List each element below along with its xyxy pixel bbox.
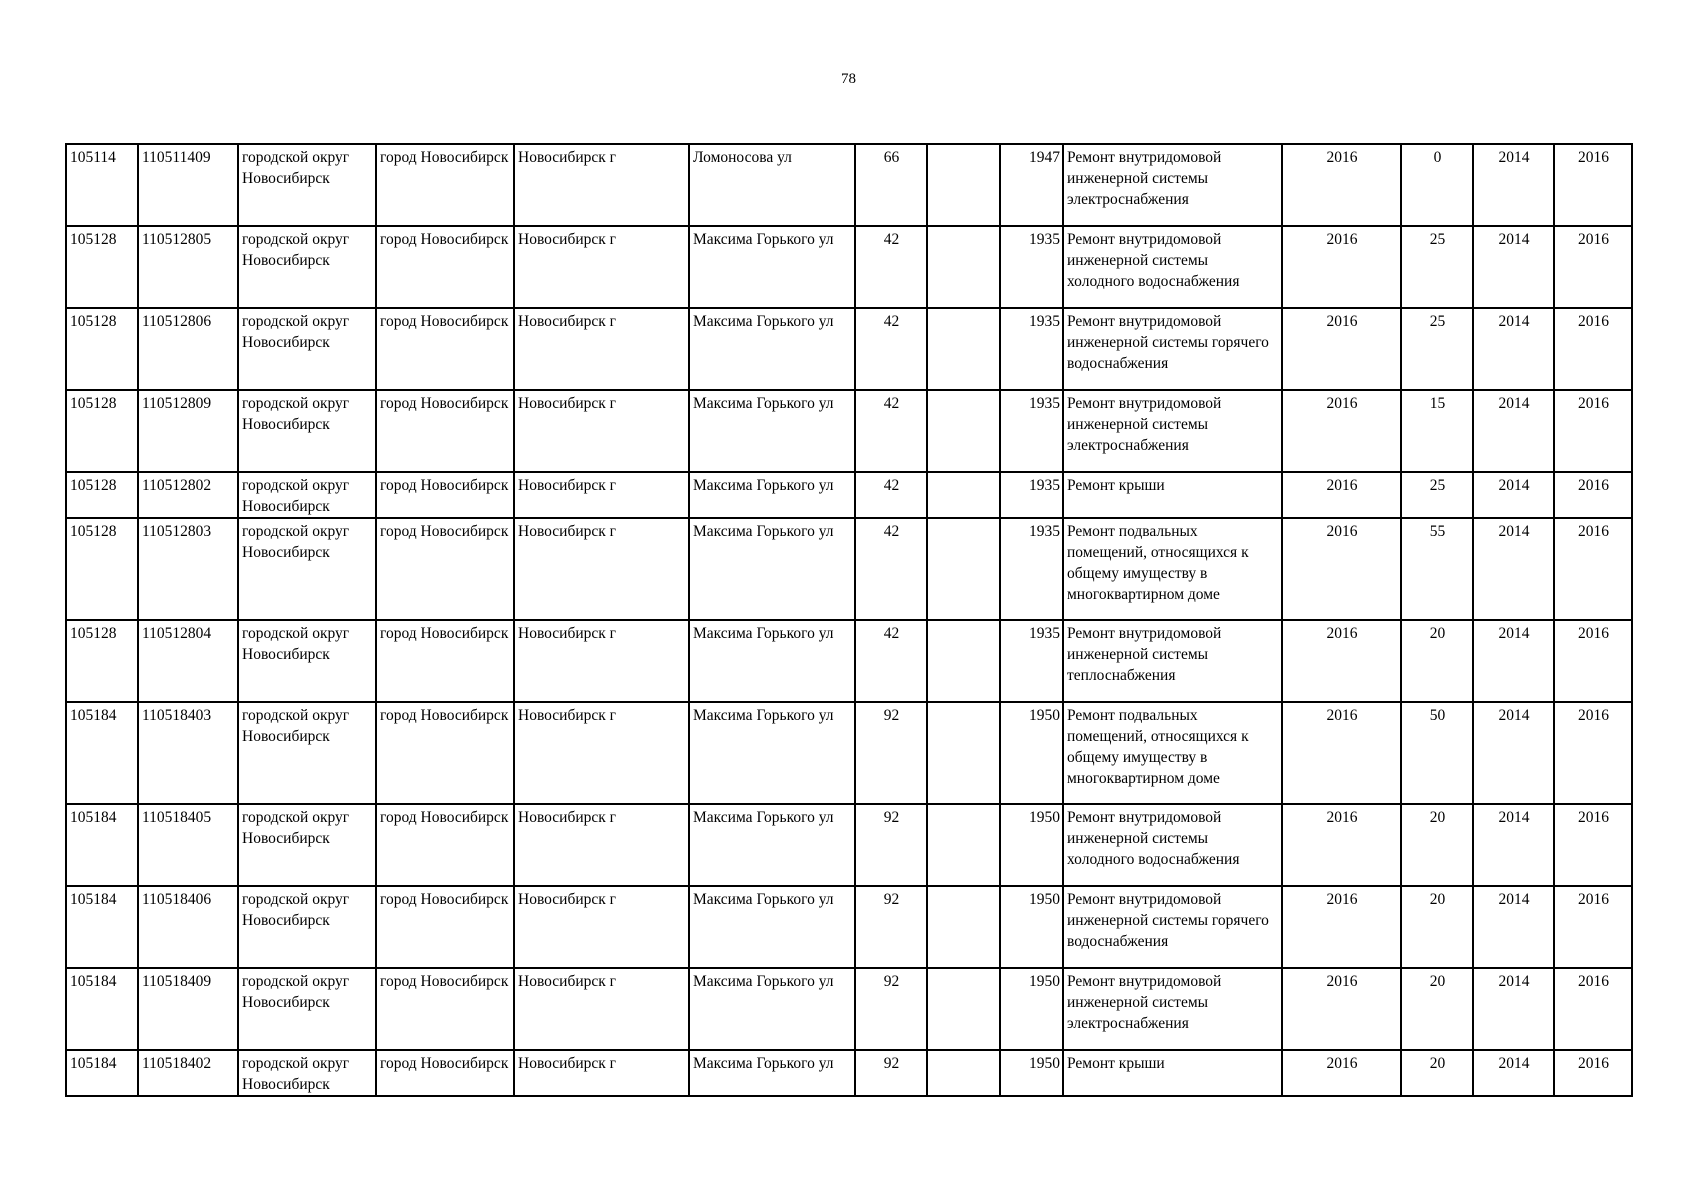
cell-district: городской округ Новосибирск [238,886,376,968]
cell-year-to: 2016 [1554,968,1632,1050]
cell-locality: Новосибирск г [514,620,689,702]
cell-extra [927,620,1000,702]
page-number: 78 [841,71,856,87]
cell-house: 42 [855,390,927,472]
cell-settlement: город Новосибирск [376,472,514,518]
cell-street: Максима Горького ул [689,702,855,804]
cell-year-from: 2014 [1473,518,1554,620]
cell-id: 105184 [66,1050,138,1096]
cell-plan-year: 2016 [1282,226,1401,308]
cell-year-from: 2014 [1473,390,1554,472]
cell-work: Ремонт внутридомовой инженерной системы электроснабжения [1063,390,1282,472]
cell-extra [927,804,1000,886]
cell-percent: 25 [1401,226,1473,308]
cell-year-to: 2016 [1554,886,1632,968]
cell-year-built: 1950 [1000,886,1063,968]
cell-year-from: 2014 [1473,1050,1554,1096]
table-row [66,968,1632,1050]
cell-plan-year: 2016 [1282,518,1401,620]
cell-street: Максима Горького ул [689,1050,855,1096]
cell-year-from: 2014 [1473,620,1554,702]
cell-year-to: 2016 [1554,518,1632,620]
cell-year-built: 1935 [1000,308,1063,390]
cell-percent: 50 [1401,702,1473,804]
cell-year-to: 2016 [1554,472,1632,518]
cell-id: 105128 [66,518,138,620]
cell-district: городской округ Новосибирск [238,518,376,620]
cell-district: городской округ Новосибирск [238,804,376,886]
cell-year-from: 2014 [1473,226,1554,308]
cell-locality: Новосибирск г [514,1050,689,1096]
cell-code: 110518406 [138,886,238,968]
cell-settlement: город Новосибирск [376,620,514,702]
table-row [66,308,1632,390]
cell-code: 110512805 [138,226,238,308]
cell-year-to: 2016 [1554,804,1632,886]
cell-year-built: 1950 [1000,804,1063,886]
cell-street: Максима Горького ул [689,308,855,390]
cell-extra [927,226,1000,308]
cell-percent: 20 [1401,620,1473,702]
cell-year-from: 2014 [1473,144,1554,226]
cell-house: 92 [855,968,927,1050]
cell-street: Максима Горького ул [689,518,855,620]
cell-house: 42 [855,308,927,390]
cell-street: Максима Горького ул [689,804,855,886]
table-row [66,1050,1632,1096]
cell-district: городской округ Новосибирск [238,144,376,226]
cell-extra [927,968,1000,1050]
cell-year-from: 2014 [1473,702,1554,804]
table-row [66,886,1632,968]
cell-extra [927,518,1000,620]
cell-plan-year: 2016 [1282,144,1401,226]
table-row [66,702,1632,804]
cell-work: Ремонт внутридомовой инженерной системы электроснабжения [1063,144,1282,226]
cell-id: 105184 [66,886,138,968]
cell-house: 42 [855,620,927,702]
cell-work: Ремонт подвальных помещений, относящихся к общему имуществу в многоквартирном доме [1063,518,1282,620]
cell-year-built: 1935 [1000,472,1063,518]
cell-year-built: 1947 [1000,144,1063,226]
cell-percent: 20 [1401,1050,1473,1096]
cell-house: 92 [855,702,927,804]
cell-street: Максима Горького ул [689,620,855,702]
cell-settlement: город Новосибирск [376,308,514,390]
table-row [66,518,1632,620]
cell-percent: 20 [1401,804,1473,886]
table-body [66,144,1632,1096]
cell-locality: Новосибирск г [514,804,689,886]
cell-plan-year: 2016 [1282,702,1401,804]
cell-street: Ломоносова ул [689,144,855,226]
cell-settlement: город Новосибирск [376,144,514,226]
table-row [66,226,1632,308]
cell-year-from: 2014 [1473,886,1554,968]
cell-extra [927,144,1000,226]
cell-code: 110512802 [138,472,238,518]
cell-plan-year: 2016 [1282,886,1401,968]
cell-code: 110511409 [138,144,238,226]
cell-house: 92 [855,804,927,886]
table-row [66,144,1632,226]
cell-code: 110518409 [138,968,238,1050]
cell-year-to: 2016 [1554,390,1632,472]
cell-code: 110512803 [138,518,238,620]
cell-year-to: 2016 [1554,308,1632,390]
cell-percent: 20 [1401,886,1473,968]
cell-work: Ремонт внутридомовой инженерной системы холодного водоснабжения [1063,804,1282,886]
cell-work: Ремонт крыши [1063,1050,1282,1096]
cell-id: 105128 [66,472,138,518]
cell-plan-year: 2016 [1282,1050,1401,1096]
cell-year-to: 2016 [1554,226,1632,308]
cell-year-to: 2016 [1554,702,1632,804]
cell-locality: Новосибирск г [514,968,689,1050]
cell-extra [927,390,1000,472]
cell-district: городской округ Новосибирск [238,472,376,518]
cell-code: 110512806 [138,308,238,390]
cell-id: 105128 [66,226,138,308]
cell-district: городской округ Новосибирск [238,620,376,702]
cell-plan-year: 2016 [1282,804,1401,886]
cell-plan-year: 2016 [1282,968,1401,1050]
cell-locality: Новосибирск г [514,518,689,620]
cell-settlement: город Новосибирск [376,226,514,308]
cell-year-built: 1935 [1000,390,1063,472]
cell-year-from: 2014 [1473,804,1554,886]
cell-year-to: 2016 [1554,144,1632,226]
cell-id: 105184 [66,968,138,1050]
cell-id: 105128 [66,620,138,702]
cell-house: 92 [855,886,927,968]
cell-district: городской округ Новосибирск [238,226,376,308]
table-row [66,390,1632,472]
cell-percent: 25 [1401,308,1473,390]
cell-plan-year: 2016 [1282,308,1401,390]
cell-house: 66 [855,144,927,226]
cell-year-to: 2016 [1554,620,1632,702]
cell-locality: Новосибирск г [514,308,689,390]
cell-year-built: 1935 [1000,226,1063,308]
cell-locality: Новосибирск г [514,886,689,968]
cell-settlement: город Новосибирск [376,968,514,1050]
cell-settlement: город Новосибирск [376,1050,514,1096]
cell-work: Ремонт внутридомовой инженерной системы горячего водоснабжения [1063,308,1282,390]
cell-district: городской округ Новосибирск [238,390,376,472]
cell-locality: Новосибирск г [514,144,689,226]
cell-district: городской округ Новосибирск [238,968,376,1050]
cell-year-built: 1935 [1000,620,1063,702]
cell-id: 105128 [66,308,138,390]
cell-year-built: 1935 [1000,518,1063,620]
cell-settlement: город Новосибирск [376,886,514,968]
cell-work: Ремонт внутридомовой инженерной системы горячего водоснабжения [1063,886,1282,968]
cell-id: 105184 [66,702,138,804]
cell-settlement: город Новосибирск [376,518,514,620]
cell-locality: Новосибирск г [514,390,689,472]
cell-house: 42 [855,472,927,518]
cell-code: 110518405 [138,804,238,886]
cell-year-from: 2014 [1473,308,1554,390]
cell-street: Максима Горького ул [689,886,855,968]
cell-id: 105114 [66,144,138,226]
cell-plan-year: 2016 [1282,620,1401,702]
cell-year-built: 1950 [1000,1050,1063,1096]
cell-extra [927,472,1000,518]
cell-work: Ремонт подвальных помещений, относящихся к общему имуществу в многоквартирном доме [1063,702,1282,804]
cell-code: 110518403 [138,702,238,804]
cell-district: городской округ Новосибирск [238,1050,376,1096]
cell-extra [927,702,1000,804]
cell-percent: 15 [1401,390,1473,472]
cell-locality: Новосибирск г [514,226,689,308]
cell-year-to: 2016 [1554,1050,1632,1096]
cell-street: Максима Горького ул [689,390,855,472]
cell-work: Ремонт внутридомовой инженерной системы холодного водоснабжения [1063,226,1282,308]
table-row [66,804,1632,886]
cell-settlement: город Новосибирск [376,702,514,804]
cell-district: городской округ Новосибирск [238,308,376,390]
table-row [66,620,1632,702]
cell-street: Максима Горького ул [689,226,855,308]
cell-percent: 25 [1401,472,1473,518]
cell-year-built: 1950 [1000,968,1063,1050]
cell-district: городской округ Новосибирск [238,702,376,804]
cell-work: Ремонт крыши [1063,472,1282,518]
table-row [66,472,1632,518]
cell-locality: Новосибирск г [514,472,689,518]
cell-code: 110512809 [138,390,238,472]
cell-work: Ремонт внутридомовой инженерной системы теплоснабжения [1063,620,1282,702]
cell-settlement: город Новосибирск [376,804,514,886]
cell-street: Максима Горького ул [689,472,855,518]
cell-extra [927,886,1000,968]
repair-schedule-table [65,143,1633,1097]
cell-year-from: 2014 [1473,472,1554,518]
cell-code: 110518402 [138,1050,238,1096]
cell-extra [927,1050,1000,1096]
cell-locality: Новосибирск г [514,702,689,804]
cell-id: 105184 [66,804,138,886]
cell-plan-year: 2016 [1282,390,1401,472]
cell-street: Максима Горького ул [689,968,855,1050]
cell-percent: 0 [1401,144,1473,226]
cell-house: 42 [855,518,927,620]
cell-extra [927,308,1000,390]
cell-year-built: 1950 [1000,702,1063,804]
cell-id: 105128 [66,390,138,472]
cell-house: 42 [855,226,927,308]
cell-code: 110512804 [138,620,238,702]
cell-house: 92 [855,1050,927,1096]
cell-plan-year: 2016 [1282,472,1401,518]
cell-settlement: город Новосибирск [376,390,514,472]
cell-work: Ремонт внутридомовой инженерной системы электроснабжения [1063,968,1282,1050]
cell-percent: 55 [1401,518,1473,620]
cell-year-from: 2014 [1473,968,1554,1050]
cell-percent: 20 [1401,968,1473,1050]
